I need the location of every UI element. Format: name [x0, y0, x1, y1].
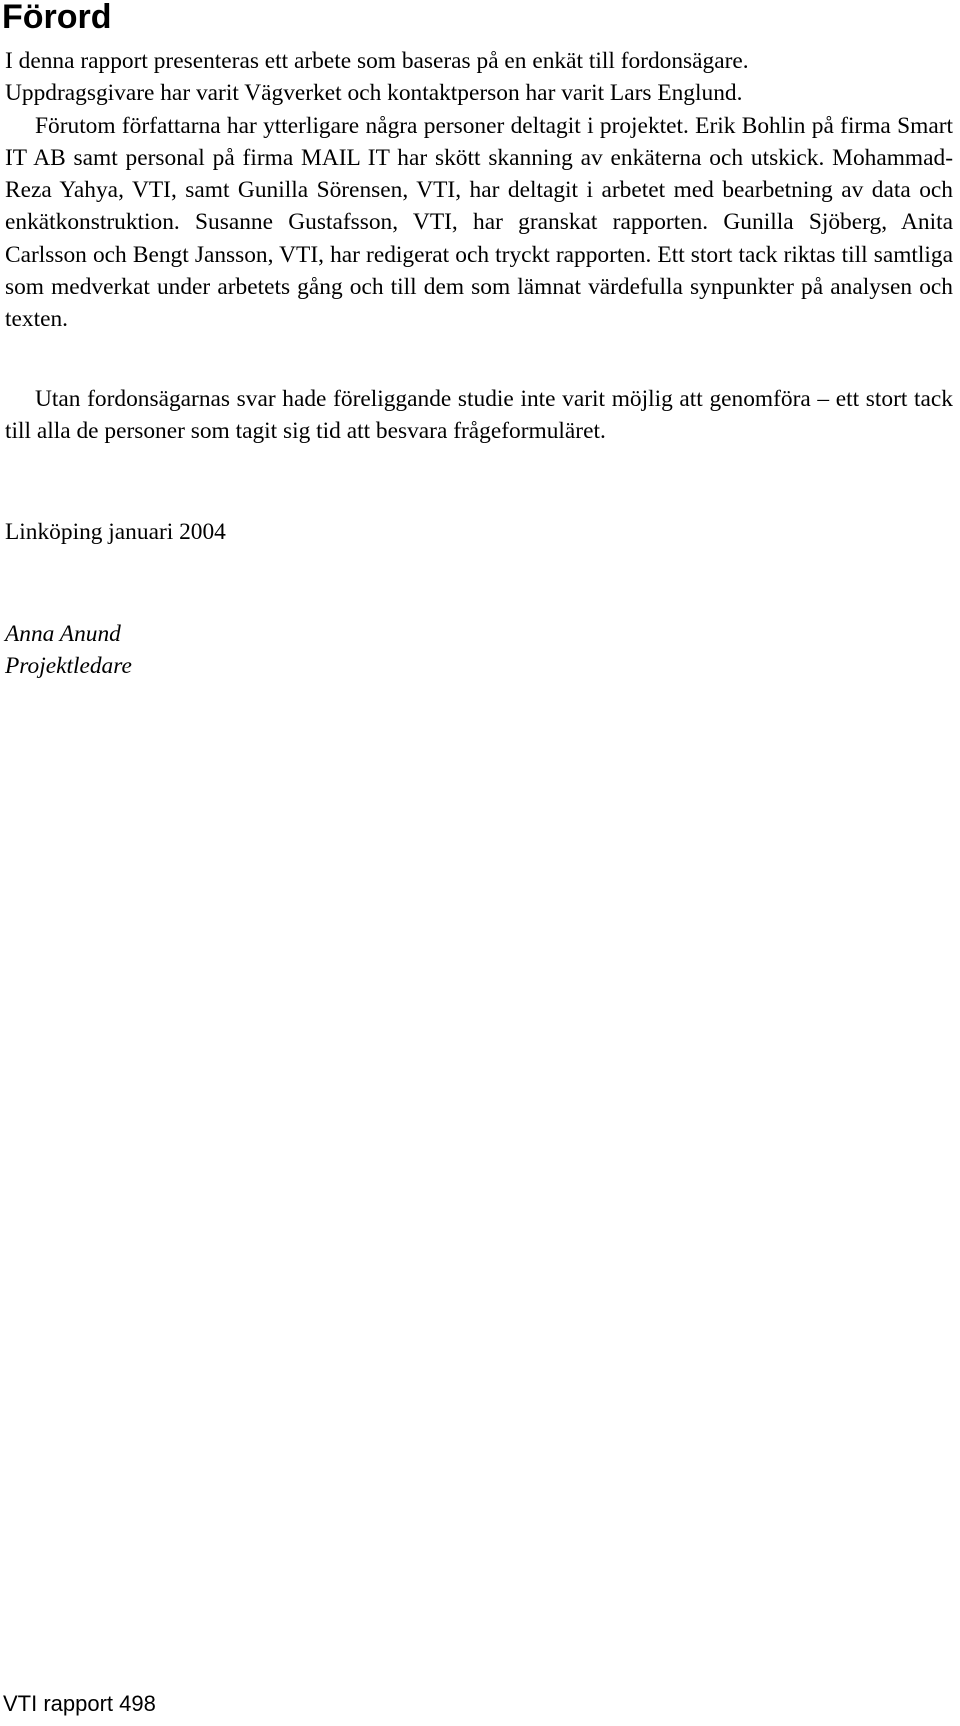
- report-footer: VTI rapport 498: [3, 1691, 156, 1716]
- paragraph-text: [5, 113, 953, 333]
- paragraph-line: Uppdragsgivare har varit Vägverket och kontaktperson har varit Lars Englund.: [5, 80, 743, 107]
- signer-role: Projektledare: [5, 653, 132, 679]
- place-date: Linköping januari 2004: [5, 519, 226, 545]
- preface-paragraph-1: [5, 45, 953, 336]
- signer-name: Anna Anund: [5, 621, 121, 647]
- preface-paragraph-2: Utan fordonsägarnas svar hade föreliggande studie inte varit möjlig att genomföra – ett stort tack till alla de personer som tagit sig tid att besvara frågeformuläret.: [5, 386, 953, 445]
- paragraph-line: I denna rapport presenteras ett arbete som baseras på en enkät till fordonsägare.: [5, 48, 749, 74]
- page-title: Förord: [2, 0, 112, 36]
- paragraph-body: Förutom författarna har ytterligare några personer deltagit i projektet. Erik Bohlin på firma Smart IT AB samt personal på firma MAIL IT har skött skanning av enkäterna och utskick. Mohammad-Reza Yahya, VTI, samt Gunilla Sörensen, VTI, har deltagit i arbetet med bearbetning av data och enkätkonstruktion. Susanne Gustafsson, VTI, har granskat rapporten. Gunilla Sjöberg, Anita Carlsson och Bengt Jansson, VTI, har redigerat och tryckt rapporten. Ett stort tack riktas till samtliga som medverkat under arbetets gång och till dem som lämnat värdefulla synpunkter på analysen och texten.: [5, 112, 953, 333]
